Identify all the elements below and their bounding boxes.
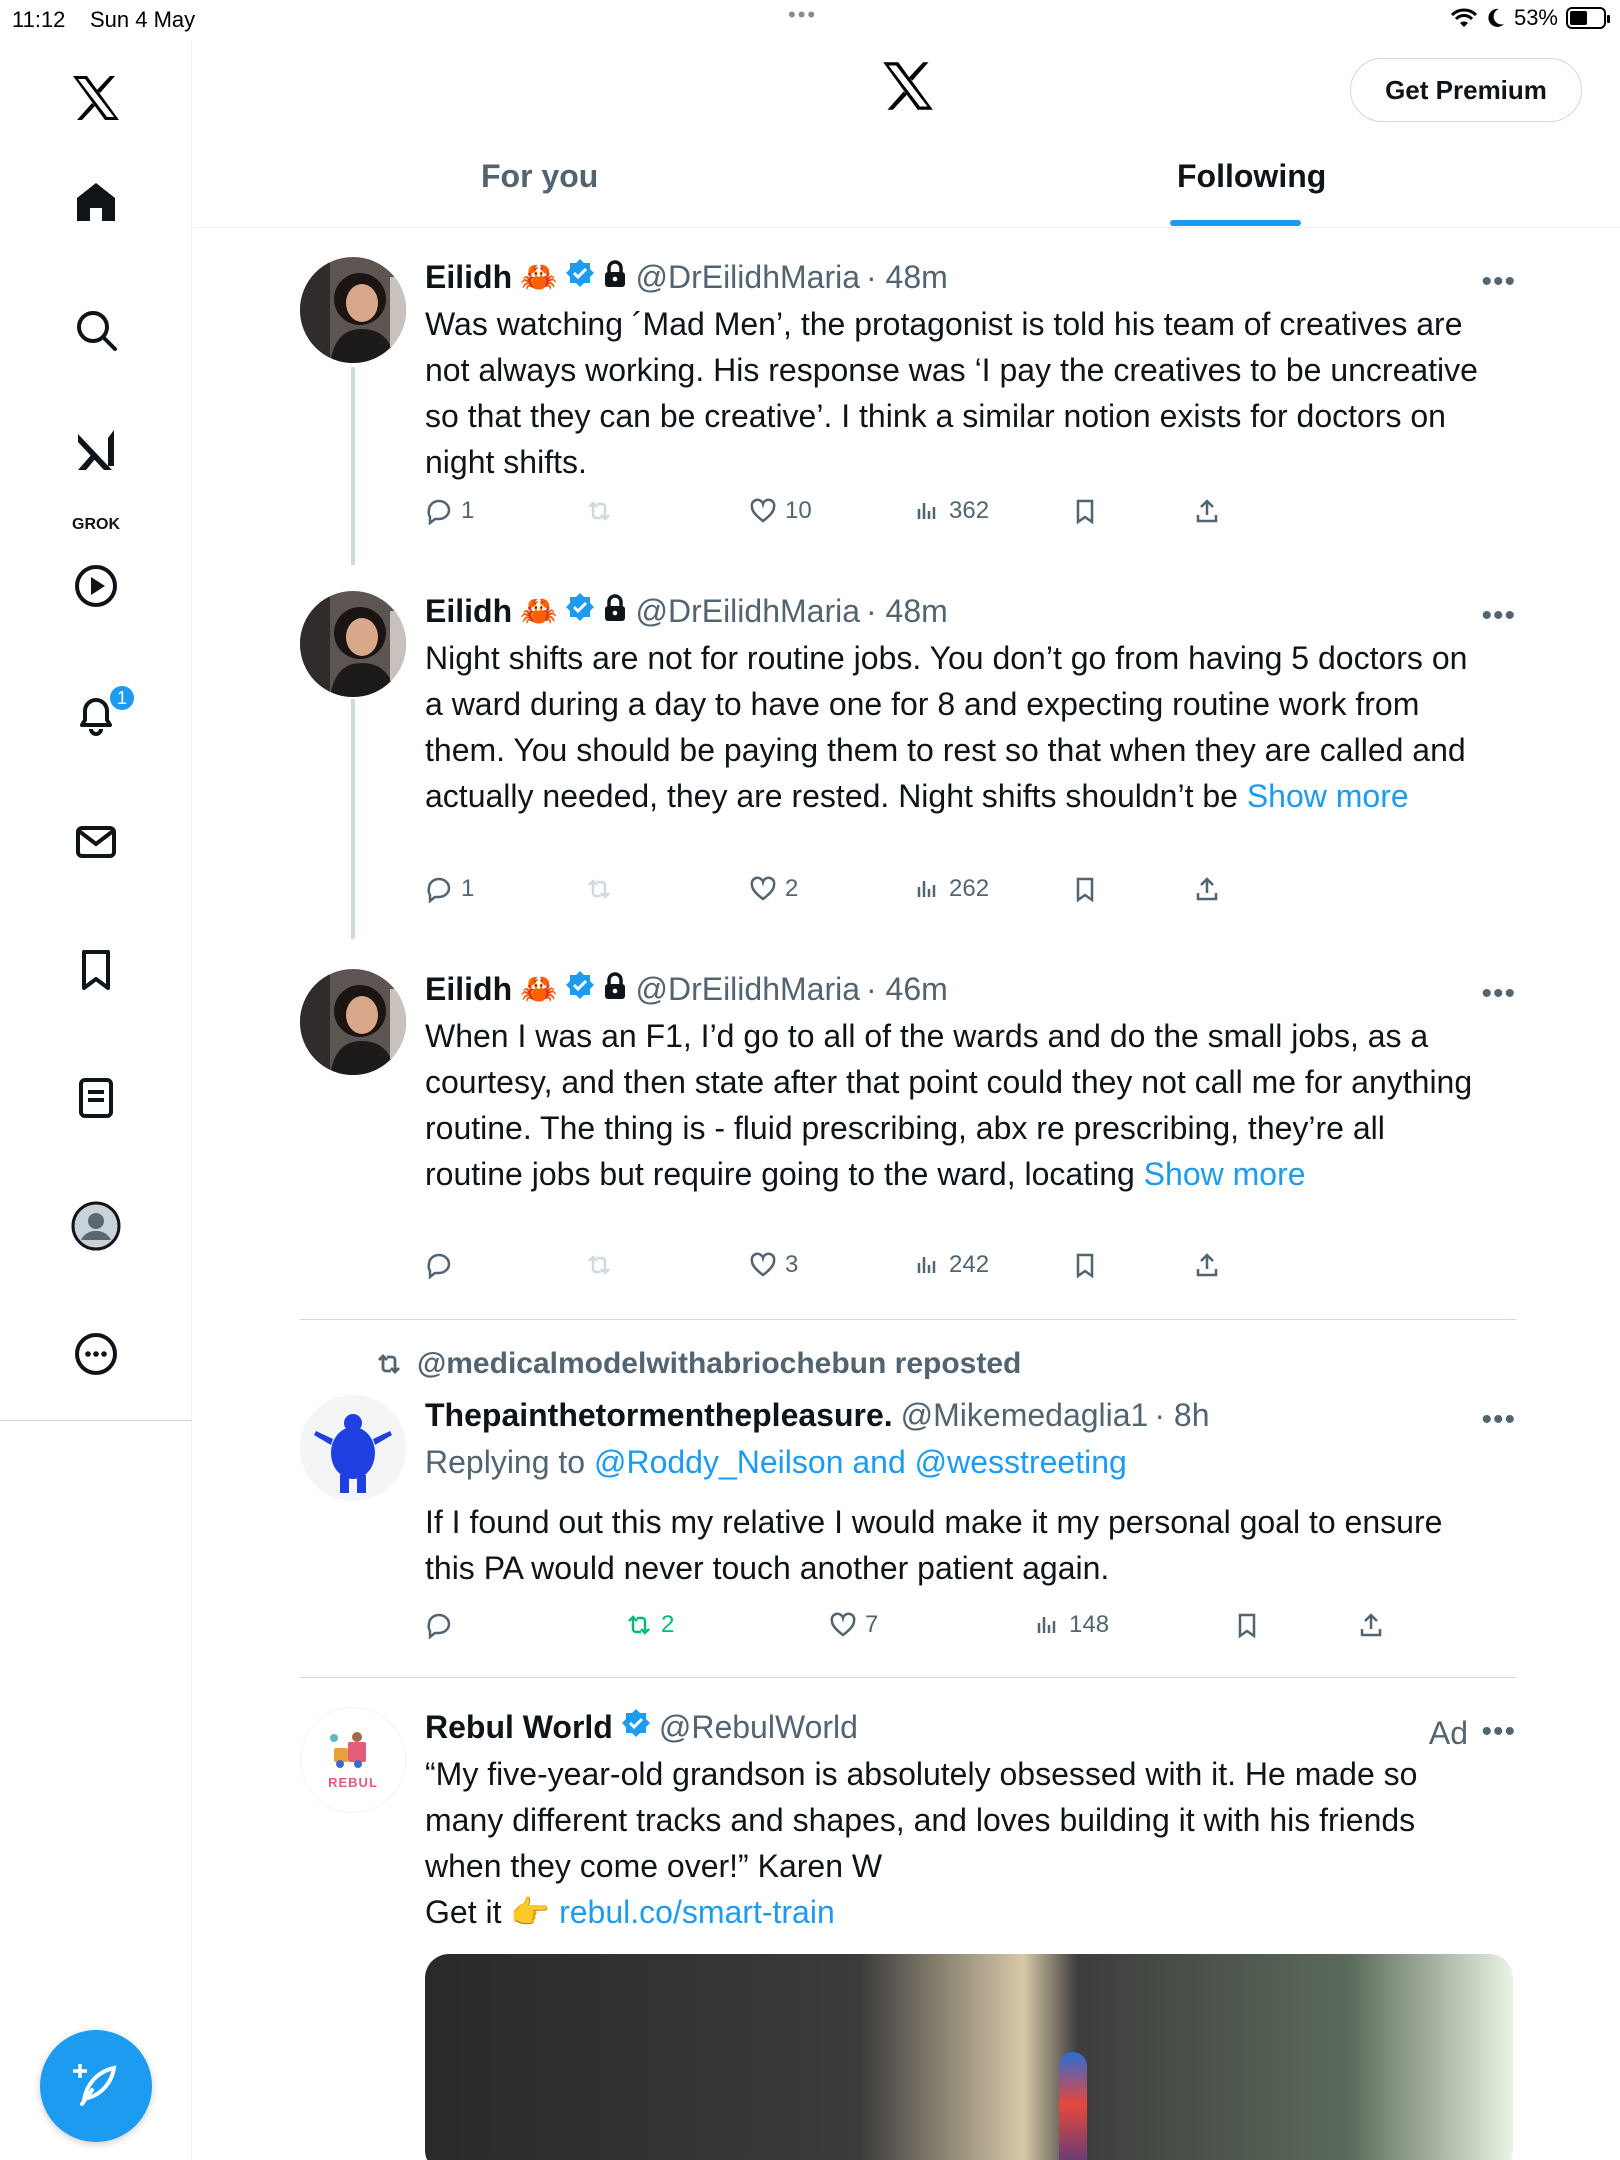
- timeline-header: [193, 40, 1620, 228]
- battery-icon: [1566, 7, 1606, 29]
- post-header: [425, 969, 1485, 1009]
- author-handle[interactable]: @Mikemedaglia1: [900, 1396, 1149, 1433]
- bookmark-icon: [1071, 1251, 1099, 1279]
- show-more-link[interactable]: Show more: [1246, 778, 1409, 814]
- share-button[interactable]: [1357, 1611, 1385, 1639]
- show-more-link[interactable]: Show more: [1143, 1156, 1306, 1192]
- views-chart-icon: [1033, 1611, 1061, 1639]
- rebul-avatar-label: REBUL: [328, 1775, 378, 1790]
- like-button[interactable]: [749, 1251, 798, 1279]
- rebul-logo-icon: [326, 1730, 380, 1770]
- x-header-logo-icon[interactable]: [881, 60, 935, 117]
- views-button[interactable]: [913, 497, 989, 525]
- post-header: [425, 257, 1485, 297]
- post-text-content: When I was an F1, I’d go to all of the wards and do the small jobs, as a courtesy, and then state after that point could they not call me for anything routine. The thing is - fluid prescribing, abx re prescribing, they’re all routine jobs but require going to the ward, locating: [425, 1018, 1473, 1192]
- cta-prefix: Get it: [425, 1894, 511, 1930]
- share-icon: [1193, 875, 1221, 903]
- pointing-hand-emoji-icon: 👉: [510, 1894, 551, 1930]
- bookmark-button[interactable]: [1071, 497, 1099, 525]
- compose-feather-icon: [70, 2060, 122, 2112]
- bookmark-icon: [1071, 497, 1099, 525]
- tab-for-you[interactable]: For you: [481, 158, 599, 194]
- advertiser-name[interactable]: Rebul World: [425, 1708, 613, 1745]
- multitask-dots-icon[interactable]: •••: [788, 2, 818, 27]
- post-header: [425, 1395, 1485, 1435]
- crab-emoji-icon: 🦀: [520, 972, 558, 1006]
- like-count: 3: [785, 1251, 799, 1278]
- ad-label: Ad: [1428, 1715, 1468, 1751]
- like-button[interactable]: [749, 497, 812, 525]
- status-bar: [0, 0, 1620, 40]
- views-chart-icon: [913, 1251, 941, 1279]
- repost-attribution[interactable]: [373, 1347, 1021, 1381]
- replying-to-prefix: Replying to: [425, 1444, 594, 1480]
- repost-count: 2: [661, 1611, 675, 1638]
- repost-button[interactable]: [585, 875, 613, 903]
- repost-button[interactable]: [585, 1251, 613, 1279]
- tab-following[interactable]: Following: [1177, 158, 1327, 194]
- wifi-icon: [1450, 7, 1478, 29]
- lock-icon: [603, 971, 627, 1008]
- toy-track-piece: [1059, 2052, 1087, 2160]
- status-time: 11:12: [12, 7, 66, 32]
- like-count: 7: [865, 1611, 879, 1638]
- post-timestamp[interactable]: · 48m: [866, 258, 948, 295]
- post-header: [425, 1707, 1485, 1747]
- compose-post-button[interactable]: [40, 2030, 152, 2142]
- heart-icon: [749, 497, 777, 525]
- repost-icon: [585, 497, 613, 525]
- grok-icon[interactable]: [64, 418, 128, 482]
- repost-icon: [625, 1611, 653, 1639]
- views-chart-icon: [913, 875, 941, 903]
- heart-icon: [749, 1251, 777, 1279]
- status-date: Sun 4 May: [90, 7, 196, 32]
- bookmark-icon: [1071, 875, 1099, 903]
- more-options-icon[interactable]: [64, 1322, 128, 1386]
- post-header: [425, 591, 1485, 631]
- author-avatar[interactable]: [300, 969, 406, 1075]
- reply-icon: [425, 1611, 453, 1639]
- replying-to-link[interactable]: @Roddy_Neilson and @wesstreeting: [593, 1444, 1127, 1480]
- share-icon: [1193, 1251, 1221, 1279]
- post[interactable]: [300, 257, 1516, 607]
- post-timestamp[interactable]: · 8h: [1154, 1396, 1210, 1433]
- like-button[interactable]: [829, 1611, 878, 1639]
- views-chart-icon: [913, 497, 941, 525]
- ad-cta: [425, 1889, 1485, 1935]
- share-button[interactable]: [1193, 875, 1221, 903]
- reply-button[interactable]: [425, 497, 474, 525]
- moon-icon: [1486, 7, 1506, 29]
- repost-icon: [585, 875, 613, 903]
- repost-label-text: @medicalmodelwithabriochebun reposted: [417, 1347, 1022, 1380]
- repost-icon: [585, 1251, 613, 1279]
- post-timestamp[interactable]: · 46m: [866, 970, 948, 1007]
- bookmark-button[interactable]: [1233, 1611, 1261, 1639]
- repost-button[interactable]: [625, 1611, 674, 1639]
- heart-icon: [829, 1611, 857, 1639]
- post-timestamp[interactable]: · 48m: [866, 592, 948, 629]
- lists-icon[interactable]: [64, 1066, 128, 1130]
- like-count: 10: [785, 497, 812, 524]
- post-text: If I found out this my relative I would make it my personal goal to ensure this PA would never touch another patient again.: [425, 1504, 1443, 1586]
- notification-badge: 1: [108, 684, 136, 712]
- view-count: 262: [949, 875, 990, 902]
- views-button[interactable]: [913, 1251, 989, 1279]
- author-avatar[interactable]: [300, 591, 406, 697]
- share-button[interactable]: [1193, 1251, 1221, 1279]
- status-indicators: [1450, 5, 1606, 31]
- post-text-content: Night shifts are not for routine jobs. You don’t go from having 5 doctors on a ward during a day to have one for 8 and expecting routine work from them. You should be paying them to rest so that when they are called and actually needed, they are rested. Night shifts shouldn’t be: [425, 640, 1468, 814]
- view-count: 362: [949, 497, 990, 524]
- bookmark-icon: [1233, 1611, 1261, 1639]
- reply-count: 1: [461, 875, 475, 902]
- timeline-feed: [193, 229, 1620, 2160]
- bookmarks-icon[interactable]: [64, 938, 128, 1002]
- verified-badge-icon: [565, 970, 595, 1008]
- bookmark-button[interactable]: [1071, 1251, 1099, 1279]
- view-count: 148: [1069, 1611, 1110, 1638]
- post-text: [425, 635, 1485, 819]
- verified-badge-icon: [621, 1708, 651, 1746]
- like-button[interactable]: [749, 875, 798, 903]
- author-avatar[interactable]: [300, 1395, 406, 1501]
- reply-button[interactable]: [425, 1251, 461, 1279]
- share-button[interactable]: [1193, 497, 1221, 525]
- post-more-icon[interactable]: •••: [1481, 1715, 1516, 1748]
- active-tab-indicator: [1170, 220, 1301, 226]
- sidebar: [0, 40, 192, 2160]
- crab-emoji-icon: 🦀: [520, 260, 558, 294]
- advertiser-handle[interactable]: @RebulWorld: [658, 1708, 858, 1745]
- post-separator: [300, 1319, 1516, 1320]
- author-name[interactable]: Thepainthetormenthepleasure.: [425, 1396, 893, 1433]
- post-more-icon[interactable]: •••: [1481, 265, 1516, 298]
- views-button[interactable]: [913, 875, 989, 903]
- home-icon[interactable]: [64, 170, 128, 234]
- post-more-icon[interactable]: •••: [1481, 977, 1516, 1010]
- author-name[interactable]: Eilidh: [425, 592, 513, 629]
- views-button[interactable]: [1033, 1611, 1109, 1639]
- author-handle[interactable]: @DrEilidhMaria: [635, 592, 860, 629]
- battery-percent: 53%: [1513, 5, 1558, 30]
- profile-avatar-icon[interactable]: [64, 1194, 128, 1258]
- post[interactable]: [300, 591, 1516, 971]
- post-text: [425, 1013, 1485, 1197]
- post-text: “My five-year-old grandson is absolutely obsessed with it. He made so many different tracks and shapes, and loves building it with his friends when they come over!” Karen W: [425, 1756, 1418, 1884]
- author-handle[interactable]: @DrEilidhMaria: [635, 970, 860, 1007]
- replying-to: [425, 1439, 1485, 1485]
- author-name[interactable]: Eilidh: [425, 970, 513, 1007]
- ad-media-image[interactable]: [425, 1954, 1513, 2160]
- advertiser-avatar[interactable]: [300, 1707, 406, 1813]
- lock-icon: [603, 259, 627, 296]
- post-more-icon[interactable]: •••: [1481, 1403, 1516, 1436]
- bookmark-button[interactable]: [1071, 875, 1099, 903]
- reply-count: 1: [461, 497, 475, 524]
- share-icon: [1193, 497, 1221, 525]
- get-premium-button[interactable]: Get Premium: [1350, 58, 1582, 122]
- post-separator: [300, 1677, 1516, 1678]
- reply-icon: [425, 1251, 453, 1279]
- sidebar-divider: [0, 1420, 192, 1421]
- post-more-icon[interactable]: •••: [1481, 599, 1516, 632]
- ad-link[interactable]: rebul.co/smart-train: [559, 1894, 835, 1930]
- post[interactable]: [300, 969, 1516, 1329]
- lock-icon: [603, 593, 627, 630]
- crab-emoji-icon: 🦀: [520, 594, 558, 628]
- view-count: 242: [949, 1251, 990, 1278]
- search-icon[interactable]: [64, 298, 128, 362]
- verified-badge-icon: [565, 592, 595, 630]
- repost-icon: [373, 1350, 405, 1378]
- x-logo-icon[interactable]: [64, 66, 128, 130]
- reply-button[interactable]: [425, 1611, 461, 1639]
- post-text: Was watching ´Mad Men’, the protagonist is told his team of creatives are not always working. His response was ‘I pay the creatives to be uncreative so that they can be creative’. I think a similar notion exists for doctors on night shifts.: [425, 306, 1478, 480]
- messages-icon[interactable]: [64, 810, 128, 874]
- share-icon: [1357, 1611, 1385, 1639]
- author-handle[interactable]: @DrEilidhMaria: [635, 258, 860, 295]
- video-icon[interactable]: [64, 554, 128, 618]
- author-avatar[interactable]: [300, 257, 406, 363]
- reply-button[interactable]: [425, 875, 474, 903]
- like-count: 2: [785, 875, 799, 902]
- grok-label: GROK: [72, 516, 120, 533]
- repost-button[interactable]: [585, 497, 613, 525]
- reply-icon: [425, 875, 453, 903]
- reply-icon: [425, 497, 453, 525]
- verified-badge-icon: [565, 258, 595, 296]
- author-name[interactable]: Eilidh: [425, 258, 513, 295]
- heart-icon: [749, 875, 777, 903]
